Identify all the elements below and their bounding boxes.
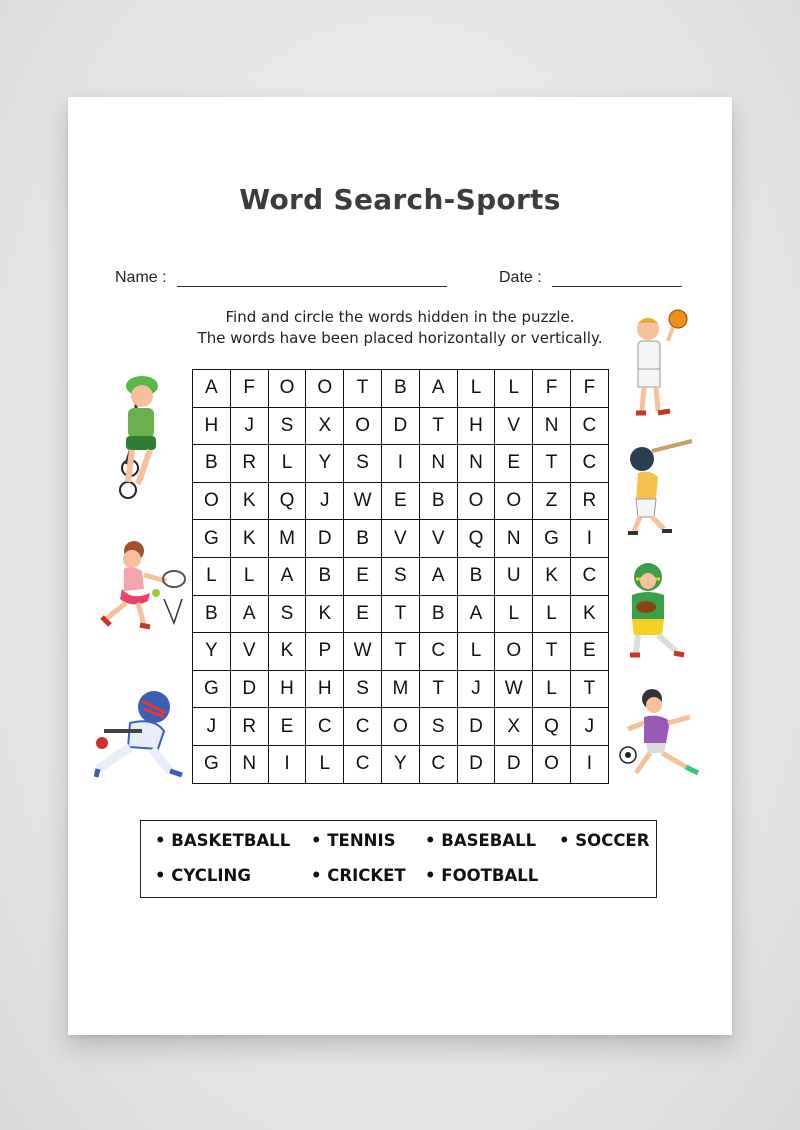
grid-cell[interactable]: C [570, 407, 608, 445]
grid-cell[interactable]: I [570, 520, 608, 558]
word-item: • FOOTBALL [425, 866, 539, 885]
cricket-batter-icon [94, 687, 190, 783]
baseball-batter-icon [624, 437, 696, 537]
grid-cell[interactable]: Q [533, 708, 571, 746]
grid-cell[interactable]: A [419, 370, 457, 408]
grid-cell[interactable]: B [419, 595, 457, 633]
grid-cell[interactable]: G [533, 520, 571, 558]
word-item: • TENNIS [311, 831, 396, 850]
word-item: • BASKETBALL [155, 831, 291, 850]
grid-cell[interactable]: Q [457, 520, 495, 558]
grid-cell[interactable]: L [230, 557, 268, 595]
grid-row [193, 633, 609, 671]
grid-cell[interactable]: O [306, 370, 344, 408]
football-player-icon [624, 559, 696, 663]
grid-cell[interactable]: L [495, 370, 533, 408]
grid-cell[interactable]: T [533, 445, 571, 483]
grid-cell[interactable]: E [344, 595, 382, 633]
grid-cell[interactable]: F [230, 370, 268, 408]
grid-cell[interactable]: C [419, 745, 457, 783]
grid-cell[interactable]: O [495, 482, 533, 520]
grid-cell[interactable]: C [344, 745, 382, 783]
grid-row [193, 370, 609, 408]
grid-cell[interactable]: X [306, 407, 344, 445]
grid-cell[interactable]: C [570, 557, 608, 595]
grid-cell[interactable]: M [268, 520, 306, 558]
grid-row [193, 745, 609, 783]
word-item: • SOCCER [559, 831, 650, 850]
grid-cell[interactable]: J [193, 708, 231, 746]
grid-cell[interactable]: A [419, 557, 457, 595]
grid-cell[interactable]: N [419, 445, 457, 483]
grid-cell[interactable]: V [495, 407, 533, 445]
grid-cell[interactable]: A [457, 595, 495, 633]
grid-cell[interactable]: W [344, 482, 382, 520]
grid-cell[interactable]: E [570, 633, 608, 671]
grid-cell[interactable]: N [495, 520, 533, 558]
grid-cell[interactable]: H [306, 670, 344, 708]
grid-cell[interactable]: G [193, 745, 231, 783]
grid-cell[interactable]: H [457, 407, 495, 445]
grid-cell[interactable]: D [306, 520, 344, 558]
grid-cell[interactable]: O [533, 745, 571, 783]
grid-cell[interactable]: T [570, 670, 608, 708]
grid-cell[interactable]: W [344, 633, 382, 671]
grid-cell[interactable]: K [533, 557, 571, 595]
name-label: Name : [115, 269, 167, 286]
grid-cell[interactable]: O [268, 370, 306, 408]
grid-cell[interactable]: P [306, 633, 344, 671]
grid-cell[interactable]: E [495, 445, 533, 483]
word-item: • CRICKET [311, 866, 406, 885]
grid-cell[interactable]: Y [193, 633, 231, 671]
grid-cell[interactable]: S [344, 670, 382, 708]
cyclist-icon [108, 372, 168, 512]
grid-cell[interactable]: H [268, 670, 306, 708]
grid-cell[interactable]: A [193, 370, 231, 408]
grid-cell[interactable]: V [419, 520, 457, 558]
instruction-line-1: Find and circle the words hidden in the puzzle. [225, 308, 575, 326]
grid-cell[interactable]: D [457, 745, 495, 783]
grid-cell[interactable]: V [381, 520, 419, 558]
grid-cell[interactable]: Q [268, 482, 306, 520]
grid-cell[interactable]: D [495, 745, 533, 783]
word-item: • BASEBALL [425, 831, 537, 850]
grid-cell[interactable]: T [344, 370, 382, 408]
word-list-box [140, 820, 657, 898]
grid-cell[interactable]: B [193, 445, 231, 483]
grid-cell[interactable]: W [495, 670, 533, 708]
grid-cell[interactable]: K [230, 520, 268, 558]
grid-cell[interactable]: T [381, 595, 419, 633]
grid-cell[interactable]: D [230, 670, 268, 708]
grid-cell[interactable]: L [533, 670, 571, 708]
basketball-kid-icon [628, 307, 698, 422]
grid-row [193, 557, 609, 595]
grid-cell[interactable]: S [268, 407, 306, 445]
grid-cell[interactable]: L [533, 595, 571, 633]
grid-cell[interactable]: J [230, 407, 268, 445]
tennis-player-icon [94, 539, 190, 635]
grid-cell[interactable]: I [570, 745, 608, 783]
grid-cell[interactable]: L [268, 445, 306, 483]
grid-cell[interactable]: E [268, 708, 306, 746]
grid-cell[interactable]: Y [306, 445, 344, 483]
grid-cell[interactable]: S [268, 595, 306, 633]
grid-cell[interactable]: O [495, 633, 533, 671]
grid-cell[interactable]: C [570, 445, 608, 483]
grid-cell[interactable]: T [419, 407, 457, 445]
grid-cell[interactable]: V [230, 633, 268, 671]
grid-cell[interactable]: L [495, 595, 533, 633]
grid-cell[interactable]: F [570, 370, 608, 408]
grid-cell[interactable]: R [570, 482, 608, 520]
grid-cell[interactable]: I [381, 445, 419, 483]
name-line[interactable] [177, 272, 447, 287]
grid-cell[interactable]: T [381, 633, 419, 671]
grid-cell[interactable]: K [268, 633, 306, 671]
grid-cell[interactable]: B [344, 520, 382, 558]
grid-cell[interactable]: G [193, 520, 231, 558]
grid-cell[interactable]: B [419, 482, 457, 520]
date-field[interactable] [499, 269, 682, 287]
grid-row [193, 520, 609, 558]
grid-cell[interactable]: R [230, 708, 268, 746]
grid-row [193, 708, 609, 746]
grid-cell[interactable]: D [457, 708, 495, 746]
grid-row [193, 595, 609, 633]
grid-cell[interactable]: F [533, 370, 571, 408]
grid-row [193, 407, 609, 445]
grid-cell[interactable]: A [230, 595, 268, 633]
grid-cell[interactable]: B [381, 370, 419, 408]
grid-row [193, 482, 609, 520]
grid-cell[interactable]: N [457, 445, 495, 483]
grid-cell[interactable]: B [306, 557, 344, 595]
grid-cell[interactable]: G [193, 670, 231, 708]
word-item: • CYCLING [155, 866, 251, 885]
soccer-player-icon [618, 687, 710, 783]
grid-cell[interactable]: C [306, 708, 344, 746]
grid-cell[interactable]: J [457, 670, 495, 708]
grid-cell[interactable]: L [193, 557, 231, 595]
grid-cell[interactable]: N [230, 745, 268, 783]
grid-cell[interactable]: O [193, 482, 231, 520]
grid-cell[interactable]: S [419, 708, 457, 746]
grid-cell[interactable]: I [268, 745, 306, 783]
grid-cell[interactable]: C [344, 708, 382, 746]
grid-cell[interactable]: A [268, 557, 306, 595]
grid-row [193, 445, 609, 483]
grid-cell[interactable]: Z [533, 482, 571, 520]
grid-cell[interactable]: L [457, 633, 495, 671]
grid-cell[interactable]: H [193, 407, 231, 445]
grid-cell[interactable]: T [419, 670, 457, 708]
grid-cell[interactable]: D [381, 407, 419, 445]
page-title: Word Search-Sports [239, 183, 561, 216]
grid-cell[interactable]: E [381, 482, 419, 520]
grid-cell[interactable]: T [533, 633, 571, 671]
grid-cell[interactable]: E [344, 557, 382, 595]
name-field[interactable] [115, 269, 447, 287]
date-line[interactable] [552, 272, 682, 287]
date-label: Date : [499, 269, 542, 286]
word-search-grid[interactable] [192, 369, 609, 784]
grid-cell[interactable]: J [306, 482, 344, 520]
grid-cell[interactable]: R [230, 445, 268, 483]
grid-cell[interactable]: L [457, 370, 495, 408]
grid-cell[interactable]: U [495, 557, 533, 595]
grid-cell[interactable]: L [306, 745, 344, 783]
grid-cell[interactable]: O [457, 482, 495, 520]
grid-cell[interactable]: K [570, 595, 608, 633]
grid-cell[interactable]: S [344, 445, 382, 483]
grid-cell[interactable]: O [344, 407, 382, 445]
grid-cell[interactable]: Y [381, 745, 419, 783]
grid-cell[interactable]: J [570, 708, 608, 746]
grid-cell[interactable]: K [230, 482, 268, 520]
grid-cell[interactable]: N [533, 407, 571, 445]
grid-cell[interactable]: X [495, 708, 533, 746]
grid-cell[interactable]: C [419, 633, 457, 671]
grid-cell[interactable]: M [381, 670, 419, 708]
worksheet-page [68, 97, 732, 1035]
grid-cell[interactable]: B [457, 557, 495, 595]
grid-cell[interactable]: B [193, 595, 231, 633]
grid-cell[interactable]: S [381, 557, 419, 595]
instruction-line-2: The words have been placed horizontally or vertically. [197, 329, 603, 347]
grid-cell[interactable]: O [381, 708, 419, 746]
grid-row [193, 670, 609, 708]
grid-cell[interactable]: K [306, 595, 344, 633]
